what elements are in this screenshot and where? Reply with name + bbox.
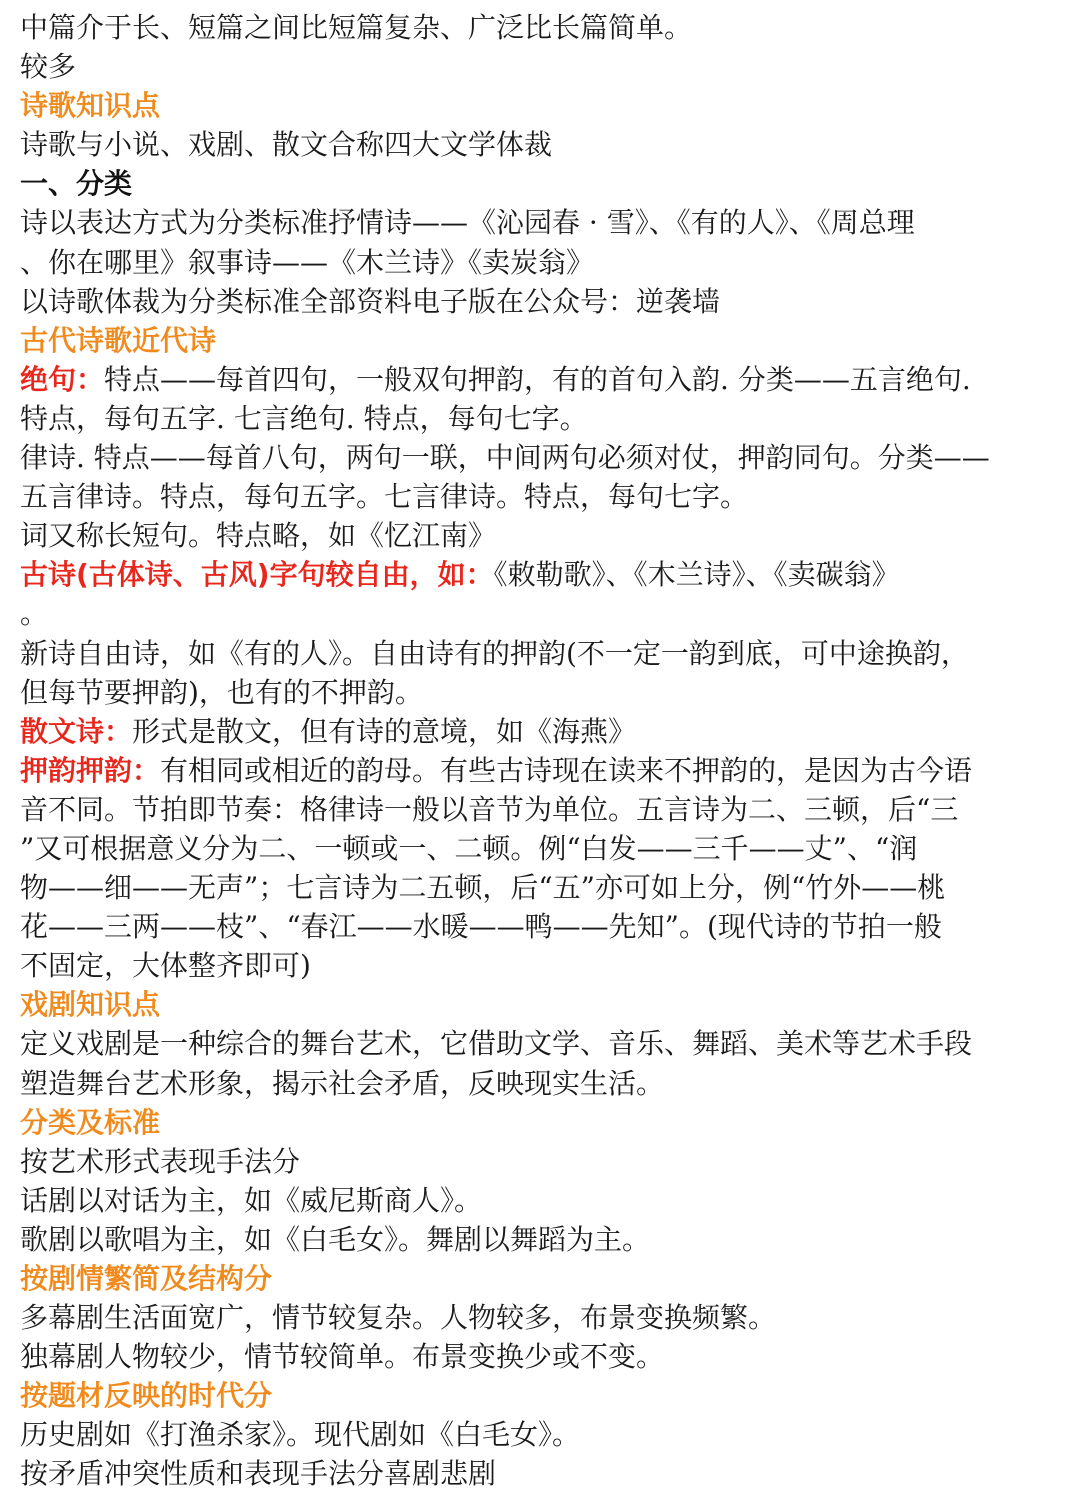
- emphasis-term: 古诗(古体诗、古风)字句较自由，如：: [20, 558, 494, 592]
- text-line: 特点，每句五字. 七言绝句. 特点，每句七字。: [20, 401, 588, 435]
- text-line: 律诗. 特点——每首八句，两句一联，中间两句必须对仗，押韵同句。分类——: [20, 441, 990, 475]
- emphasis-term: 散文诗：: [20, 714, 133, 748]
- text-line: 多幕剧生活面宽广，情节较复杂。人物较多，布景变换频繁。: [20, 1301, 777, 1335]
- line-text: 形式是散文，但有诗的意境，如《海燕》: [132, 714, 637, 748]
- text-line: 诗歌与小说、戏剧、散文合称四大文学体裁: [20, 128, 553, 162]
- text-line: [20, 555, 1065, 594]
- section-heading: 戏剧知识点: [20, 988, 161, 1022]
- section-heading: 按剧情繁简及结构分: [20, 1262, 273, 1295]
- text-line: 新诗自由诗，如《有的人》。自由诗有的押韵(不一定一韵到底，可中途换韵，: [20, 636, 969, 670]
- text-line: 按艺术形式表现手法分: [20, 1144, 301, 1178]
- text-line: 音不同。节拍即节奏：格律诗一般以音节为单位。五言诗为二、三顿，后“三: [20, 792, 959, 826]
- section-heading: 按题材反映的时代分: [20, 1379, 273, 1413]
- text-line: 但每节要押韵)，也有的不押韵。: [20, 675, 423, 709]
- emphasis-term: 押韵押韵：: [20, 753, 161, 787]
- text-line: [20, 751, 1065, 790]
- section-heading: 分类及标准: [20, 1105, 161, 1139]
- text-line: 五言律诗。特点，每句五字。七言律诗。特点，每句七字。: [20, 480, 749, 514]
- subsection-heading: 一、分类: [20, 167, 133, 201]
- text-line: 话剧以对话为主，如《威尼斯商人》。: [20, 1183, 483, 1217]
- emphasis-term: 绝句：: [20, 362, 105, 396]
- text-line: [20, 712, 1065, 751]
- line-text: 《敕勒歌》、《木兰诗》、《卖碳翁》: [493, 558, 900, 592]
- text-line: 中篇介于长、短篇之间比短篇复杂、广泛比长篇简单。: [20, 11, 693, 44]
- text-line: 较多: [20, 50, 77, 84]
- section-heading: 古代诗歌近代诗: [20, 323, 217, 357]
- text-line: 独幕剧人物较少，情节较简单。布景变换少或不变。: [20, 1340, 665, 1374]
- text-line: 歌剧以歌唱为主，如《白毛女》。舞剧以舞蹈为主。: [20, 1222, 651, 1256]
- line-text: 有相同或相近的韵母。有些古诗现在读来不押韵的，是因为古今语: [160, 753, 973, 787]
- text-line: 塑造舞台艺术形象，揭示社会矛盾，反映现实生活。: [20, 1066, 665, 1100]
- text-line: 词又称长短句。特点略，如《忆江南》: [20, 519, 497, 553]
- text-line: 诗以表达方式为分类标准抒情诗——《沁园春 · 雪》、《有的人》、《周总理: [20, 206, 915, 240]
- text-line: [20, 360, 1065, 399]
- document-body: [20, 8, 1065, 1494]
- section-heading: 诗歌知识点: [20, 89, 161, 123]
- line-text: 特点——每首四句，一般双句押韵，有的首句入韵. 分类——五言绝句.: [104, 362, 971, 396]
- text-line: 花——三两——枝”、“春江——水暖——鸭——先知”。(现代诗的节拍一般: [20, 910, 942, 944]
- text-line: 按矛盾冲突性质和表现手法分喜剧悲剧: [20, 1457, 497, 1491]
- text-line: 、你在哪里》叙事诗——《木兰诗》《卖炭翁》: [20, 245, 595, 279]
- text-line: 物——细——无声”；七言诗为二五顿，后“五”亦可如上分，例“竹外——桃: [20, 871, 946, 905]
- text-line: ”又可根据意义分为二、一顿或一、二顿。例“白发——三千——丈”、“润: [20, 831, 918, 865]
- text-line: 定义戏剧是一种综合的舞台艺术，它借助文学、音乐、舞蹈、美术等艺术手段: [20, 1027, 973, 1061]
- text-line: 历史剧如《打渔杀家》。现代剧如《白毛女》。: [20, 1418, 581, 1452]
- text-line: 不固定，大体整齐即可): [20, 949, 311, 983]
- text-line: 以诗歌体裁为分类标准全部资料电子版在公众号：逆袭墙: [20, 284, 721, 318]
- text-line: 。: [20, 597, 49, 631]
